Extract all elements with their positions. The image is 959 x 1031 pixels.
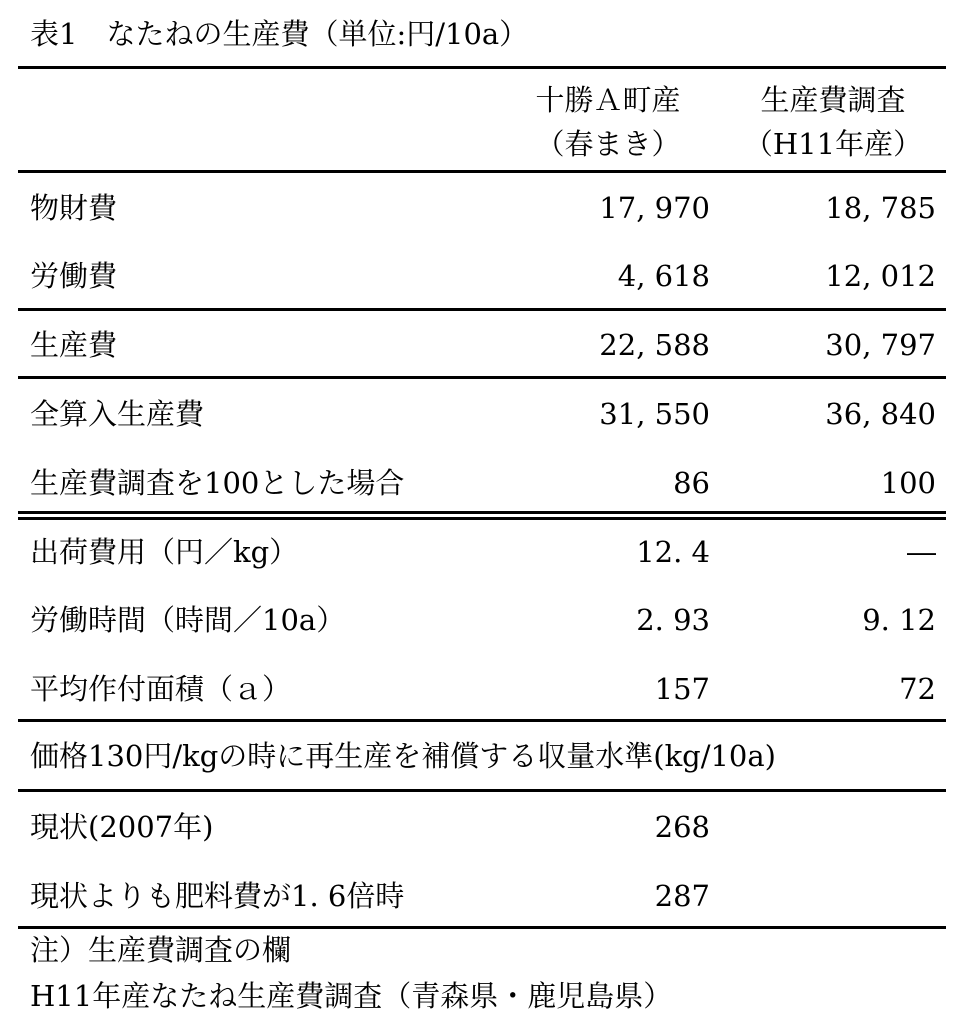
table-top-rule: [18, 66, 946, 69]
row-value-tokachi: 268: [654, 810, 710, 844]
row-value-survey: 36, 840: [825, 397, 936, 431]
row-value-tokachi: 86: [673, 466, 710, 500]
double-rule-bottom: [18, 517, 946, 520]
row-value-survey: 72: [899, 672, 936, 706]
row-label: 労働時間（時間／10a）: [30, 603, 346, 637]
row-label: 労働費: [30, 259, 118, 293]
section-rule-top: [18, 719, 946, 722]
footnote-line1: 注）生産費調査の欄: [30, 933, 292, 967]
section-rule-bottom: [18, 789, 946, 792]
row-label: 現状(2007年): [30, 810, 214, 844]
column-header-line2: （春まき）: [535, 127, 681, 161]
row-value-survey: 18, 785: [825, 191, 936, 225]
row-value-survey: 12, 012: [825, 259, 936, 293]
table-bottom-rule: [18, 926, 946, 929]
table-row: [18, 384, 946, 444]
row-value-tokachi: 31, 550: [599, 397, 710, 431]
double-rule-top: [18, 511, 946, 514]
row-label: 現状よりも肥料費が1. 6倍時: [30, 879, 405, 913]
table-row: [18, 866, 946, 926]
header-rule: [18, 170, 946, 173]
row-value-survey: ―: [907, 535, 936, 569]
table-row: [18, 522, 946, 582]
row-value-tokachi: 157: [654, 672, 710, 706]
row-label: 生産費: [30, 328, 118, 362]
row-label: 平均作付面積（ａ）: [30, 672, 292, 706]
row-label: 物財費: [30, 191, 118, 225]
row-label: 出荷費用（円／kg）: [30, 535, 299, 569]
column-header-line2: （H11年産）: [743, 127, 923, 161]
row-value-tokachi: 287: [654, 879, 710, 913]
row-label: 全算入生産費: [30, 397, 205, 431]
row-value-tokachi: 12. 4: [636, 535, 710, 569]
row-value-survey: 100: [880, 466, 936, 500]
column-header-survey: [728, 78, 938, 168]
column-header-line1: 生産費調査: [760, 83, 906, 117]
table-title: 表1 なたねの生産費（単位:円/10a）: [30, 17, 529, 51]
row-value-tokachi: 4, 618: [617, 259, 710, 293]
section-label: 価格130円/kgの時に再生産を補償する収量水準(kg/10a): [30, 739, 776, 773]
row-value-survey: 9. 12: [862, 603, 936, 637]
row-rule: [18, 308, 946, 311]
table-row: [18, 246, 946, 306]
table-row: [18, 590, 946, 650]
table-row: [18, 178, 946, 238]
row-label: 生産費調査を100とした場合: [30, 466, 405, 500]
row-value-tokachi: 17, 970: [599, 191, 710, 225]
table-row: [18, 453, 946, 513]
column-header-tokachi: [508, 78, 708, 168]
row-value-survey: 30, 797: [825, 328, 936, 362]
table-row: [18, 797, 946, 857]
row-value-tokachi: 2. 93: [636, 603, 710, 637]
column-header-line1: 十勝Ａ町産: [535, 83, 681, 117]
row-value-tokachi: 22, 588: [599, 328, 710, 362]
table-row: [18, 659, 946, 719]
table-row: [18, 315, 946, 375]
footnote-line2: H11年産なたね生産費調査（青森県・鹿児島県）: [30, 979, 673, 1013]
row-rule: [18, 376, 946, 379]
